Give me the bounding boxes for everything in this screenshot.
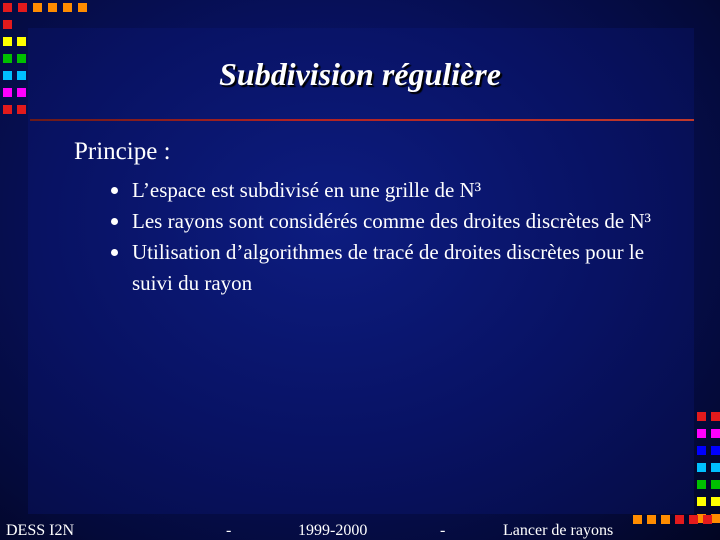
footer-right: Lancer de rayons	[503, 522, 614, 539]
decor-square	[78, 3, 87, 12]
decor-square	[711, 446, 720, 455]
title-divider	[30, 119, 694, 121]
bullet-dot-icon	[111, 187, 118, 194]
decor-square	[697, 446, 706, 455]
footer-left: DESS I2N	[6, 522, 75, 539]
bullet-text: Les rayons sont considérés comme des droites discrètes de N³	[132, 209, 651, 233]
decor-square	[3, 20, 12, 29]
decor-square	[711, 429, 720, 438]
decor-square	[18, 3, 27, 12]
decor-square	[63, 3, 72, 12]
bullet-text: Utilisation d’algorithmes de tracé de droites discrètes pour le suivi du rayon	[132, 240, 645, 295]
decor-square	[711, 497, 720, 506]
decor-square	[697, 463, 706, 472]
slide-footer	[0, 520, 720, 540]
decor-square	[697, 412, 706, 421]
decor-square	[697, 497, 706, 506]
footer-separator: -	[440, 522, 446, 539]
decor-square	[711, 480, 720, 489]
decor-square	[711, 412, 720, 421]
decor-square	[3, 3, 12, 12]
decor-square	[33, 3, 42, 12]
footer-year: 1999-2000	[298, 522, 368, 539]
bullet-dot-icon	[111, 218, 118, 225]
bullet-list	[108, 175, 668, 299]
bullet-item	[108, 206, 668, 237]
decor-square	[697, 429, 706, 438]
section-heading: Principe :	[74, 138, 171, 165]
bullet-item	[108, 175, 668, 206]
slide-title: Subdivision régulière	[219, 56, 501, 92]
decor-square	[3, 37, 12, 46]
decor-square	[697, 480, 706, 489]
decor-square	[48, 3, 57, 12]
bullet-item	[108, 237, 668, 299]
decor-square	[711, 463, 720, 472]
footer-separator: -	[226, 522, 232, 539]
decor-square	[17, 105, 26, 114]
decor-square	[3, 105, 12, 114]
bullet-dot-icon	[111, 249, 118, 256]
decor-square	[17, 37, 26, 46]
bullet-text: L’espace est subdivisé en une grille de N³	[132, 178, 482, 202]
